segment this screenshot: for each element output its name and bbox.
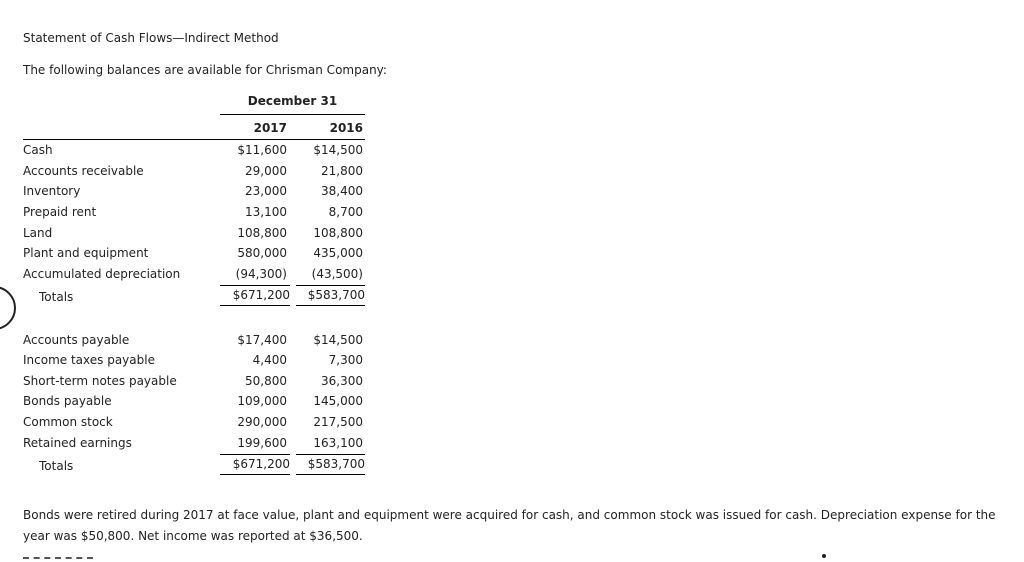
cell-2017: 109,000 [237,394,287,408]
cell-2016: 108,800 [313,226,363,240]
total-2016: $583,700 [296,454,365,475]
cell-2016: 435,000 [313,246,363,260]
totals-label: Totals [39,459,74,473]
cell-2017: $11,600 [237,143,287,157]
row-label: Income taxes payable [23,353,155,367]
circle-marker-icon [0,286,16,330]
cell-2017: 13,100 [245,205,287,219]
cell-2016: $14,500 [313,143,363,157]
cell-2017: 199,600 [237,436,287,450]
cell-2017: 290,000 [237,415,287,429]
cell-2016: 145,000 [313,394,363,408]
row-label: Land [23,226,53,240]
cell-2017: (94,300) [235,267,287,281]
row-label: Common stock [23,415,113,429]
col-header-2017: 2017 [253,121,287,135]
cell-2017: 29,000 [245,164,287,178]
cell-2016: 36,300 [321,374,363,388]
col-header-2016: 2016 [329,121,363,135]
cell-2017: 580,000 [237,246,287,260]
cell-2016: 7,300 [328,353,363,367]
totals-label: Totals [39,290,74,304]
intro-text: The following balances are available for Chrisman Company: [23,63,387,77]
total-2016: $583,700 [296,285,365,306]
row-label: Retained earnings [23,436,132,450]
cell-2017: $17,400 [237,333,287,347]
cell-2017: 108,800 [237,226,287,240]
page-title: Statement of Cash Flows—Indirect Method [23,31,279,45]
header-rule [23,139,365,140]
cell-2016: 8,700 [328,205,363,219]
row-label: Accounts payable [23,333,130,347]
cell-2016: $14,500 [313,333,363,347]
row-label: Accumulated depreciation [23,267,181,281]
cut-off-heading [23,557,93,562]
group-header-rule [220,114,365,115]
row-label: Prepaid rent [23,205,97,219]
cell-2016: 217,500 [313,415,363,429]
row-label: Cash [23,143,53,157]
group-header: December 31 [247,94,338,108]
dot-marker-icon [822,554,826,558]
row-label: Bonds payable [23,394,112,408]
total-2017: $671,200 [220,454,290,475]
row-label: Inventory [23,184,81,198]
row-label: Plant and equipment [23,246,149,260]
cell-2017: 23,000 [245,184,287,198]
cell-2016: 21,800 [321,164,363,178]
cell-2016: 163,100 [313,436,363,450]
cell-2016: 38,400 [321,184,363,198]
cell-2017: 50,800 [245,374,287,388]
note-paragraph: Bonds were retired during 2017 at face value, plant and equipment were acquired for cash, and common stock was issued for cash. Depreciation expense for the year was $50,800. Net income was reported at $36,500. [23,508,996,543]
row-label: Accounts receivable [23,164,144,178]
cell-2016: (43,500) [311,267,363,281]
total-2017: $671,200 [220,285,290,306]
cell-2017: 4,400 [252,353,287,367]
row-label: Short-term notes payable [23,374,177,388]
